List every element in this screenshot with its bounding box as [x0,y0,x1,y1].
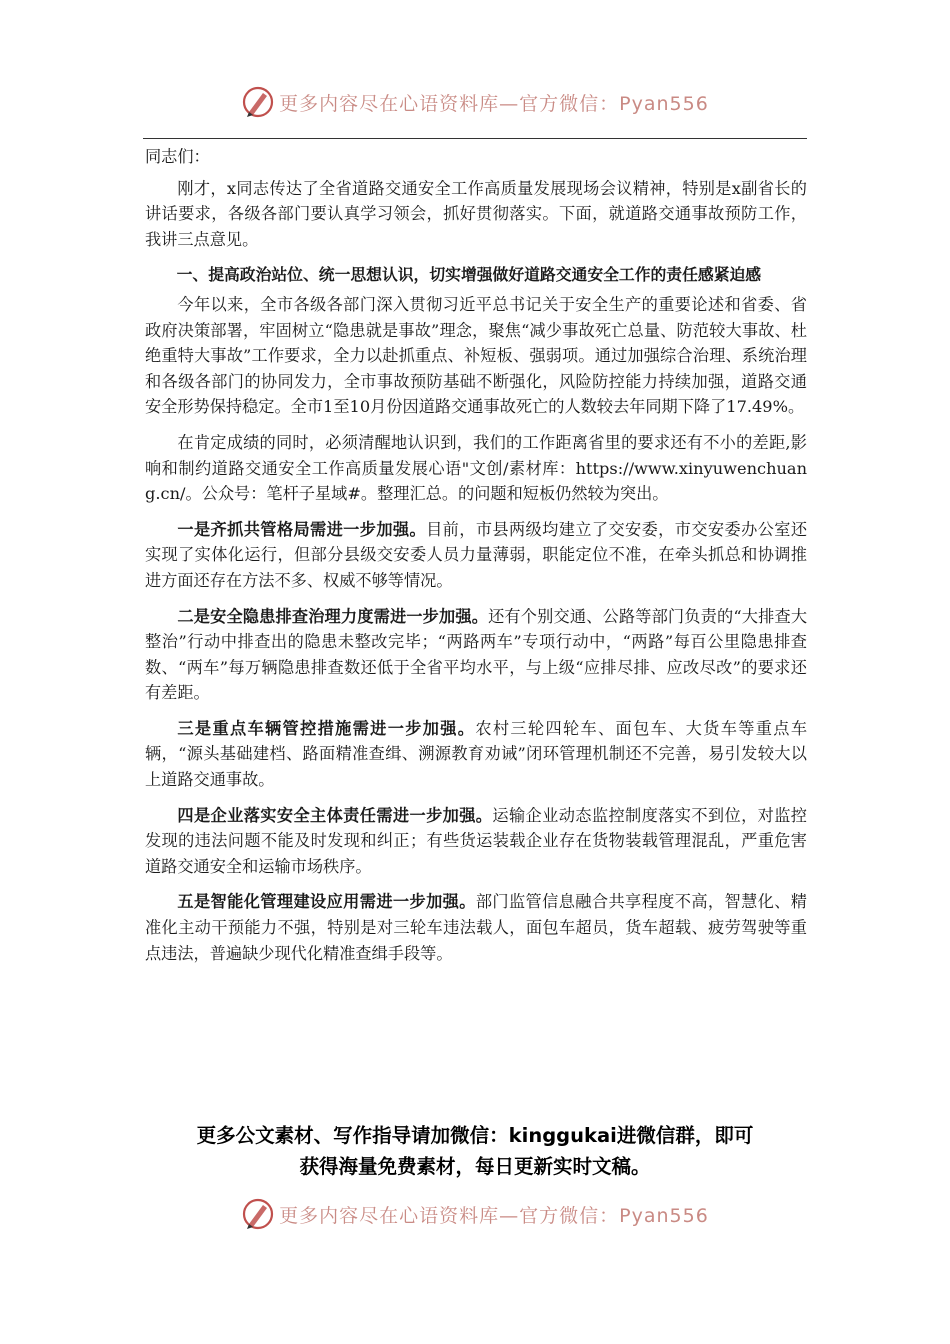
list-item [145,517,807,594]
list-item [145,803,807,880]
banner-text: 更多内容尽在心语资料库—官方微信：Pyan556 [279,92,709,115]
greeting: 同志们： [145,147,210,166]
item-lead: 二是安全隐患排查治理力度需进一步加强。 [177,606,489,626]
list-item [145,604,807,706]
item-text: 还有个别交通、公路等部门负责的“大排查大整治”行动中排查出的隐患未整改完毕；“两路两车”专项行动中，“两路”每百公里隐患排查数、“两车”每万辆隐患排查数还低于全省平均水平，与上级“应排尽排、应改尽改”的要求还有差距。 [145,606,808,703]
item-text: 部门监管信息融合共享程度不高，智慧化、精准化主动干预能力不强，特别是对三轮车违法载人，面包车超员，货车超载、疲劳驾驶等重点违法，普遍缺少现代化精准查缉手段等。 [145,892,807,963]
banner-text: 更多内容尽在心语资料库—官方微信：Pyan556 [279,1204,709,1227]
item-lead: 三是重点车辆管控措施需进一步加强。 [177,718,476,738]
pen-logo-icon [241,85,275,119]
item-lead: 四是企业落实安全主体责任需进一步加强。 [177,805,493,825]
intro-paragraph: 刚才，x同志传达了全省道路交通安全工作高质量发展现场会议精神，特别是x副省长的讲话要求，各级各部门要认真学习领会，抓好贯彻落实。下面，就道路交通事故预防工作，我讲三点意见。 [145,178,807,249]
paragraph-gaps: 在肯定成绩的同时，必须清醒地认识到，我们的工作距离省里的要求还有不小的差距,影响和制约道路交通安全工作高质量发展心语"文创/素材库：https://www.xinyuwenchuang.cn/。公众号：笔杆子星域#。整理汇总。的问题和短板仍然较为突出。 [145,432,807,504]
list-item [145,889,807,966]
item-text: 农村三轮四轮车、面包车、大货车等重点车辆，“源头基础建档、路面精准查缉、溯源教育劝诫”闭环管理机制还不完善，易引发较大以上道路交通事故。 [145,718,808,790]
paragraph-achievements: 今年以来，全市各级各部门深入贯彻习近平总书记关于安全生产的重要论述和省委、省政府决策部署，牢固树立“隐患就是事故”理念，聚焦“减少事故死亡总量、防范较大事故、杜绝重特大事故”工作要求，全力以赴抓重点、补短板、强弱项。通过加强综合治理、系统治理和各级各部门的协同发力，全市事故预防基础不断强化，风险防控能力持续加强，道路交通安全形势保持稳定。全市1至10月份因道路交通事故死亡的人数较去年同期下降了17.49%。 [145,294,807,417]
document-body [145,144,807,976]
item-text: 目前，市县两级均建立了交安委，市交安委办公室还实现了实体化运行，但部分县级交安委人员力量薄弱，职能定位不准，在牵头抓总和协调推进方面还存在方法不多、权威不够等情况。 [145,519,808,590]
footer-line-1: 更多公文素材、写作指导请加微信：kinggukai进微信群，即可 [196,1124,754,1147]
pen-logo-icon [241,1197,275,1231]
item-lead: 一是齐抓共管格局需进一步加强。 [177,519,427,539]
wechat-id: Pyan556 [619,92,709,115]
section-heading-1: 一、提高政治站位、统一思想认识，切实增强做好道路交通安全工作的责任感紧迫感 [176,265,762,285]
wechat-id: Pyan556 [619,1204,709,1227]
footer-promo [130,1120,820,1182]
footer-banner [0,1194,950,1234]
item-lead: 五是智能化管理建设应用需进一步加强。 [177,892,476,912]
item-text: 运输企业动态监控制度落实不到位，对监控发现的违法问题不能及时发现和纠正；有些货运装载企业存在货物装载管理混乱，严重危害道路交通安全和运输市场秩序。 [145,805,807,876]
list-item [145,716,807,793]
header-banner [0,82,950,122]
header-divider [143,138,807,139]
footer-line-2: 获得海量免费素材，每日更新实时文稿。 [299,1155,651,1178]
